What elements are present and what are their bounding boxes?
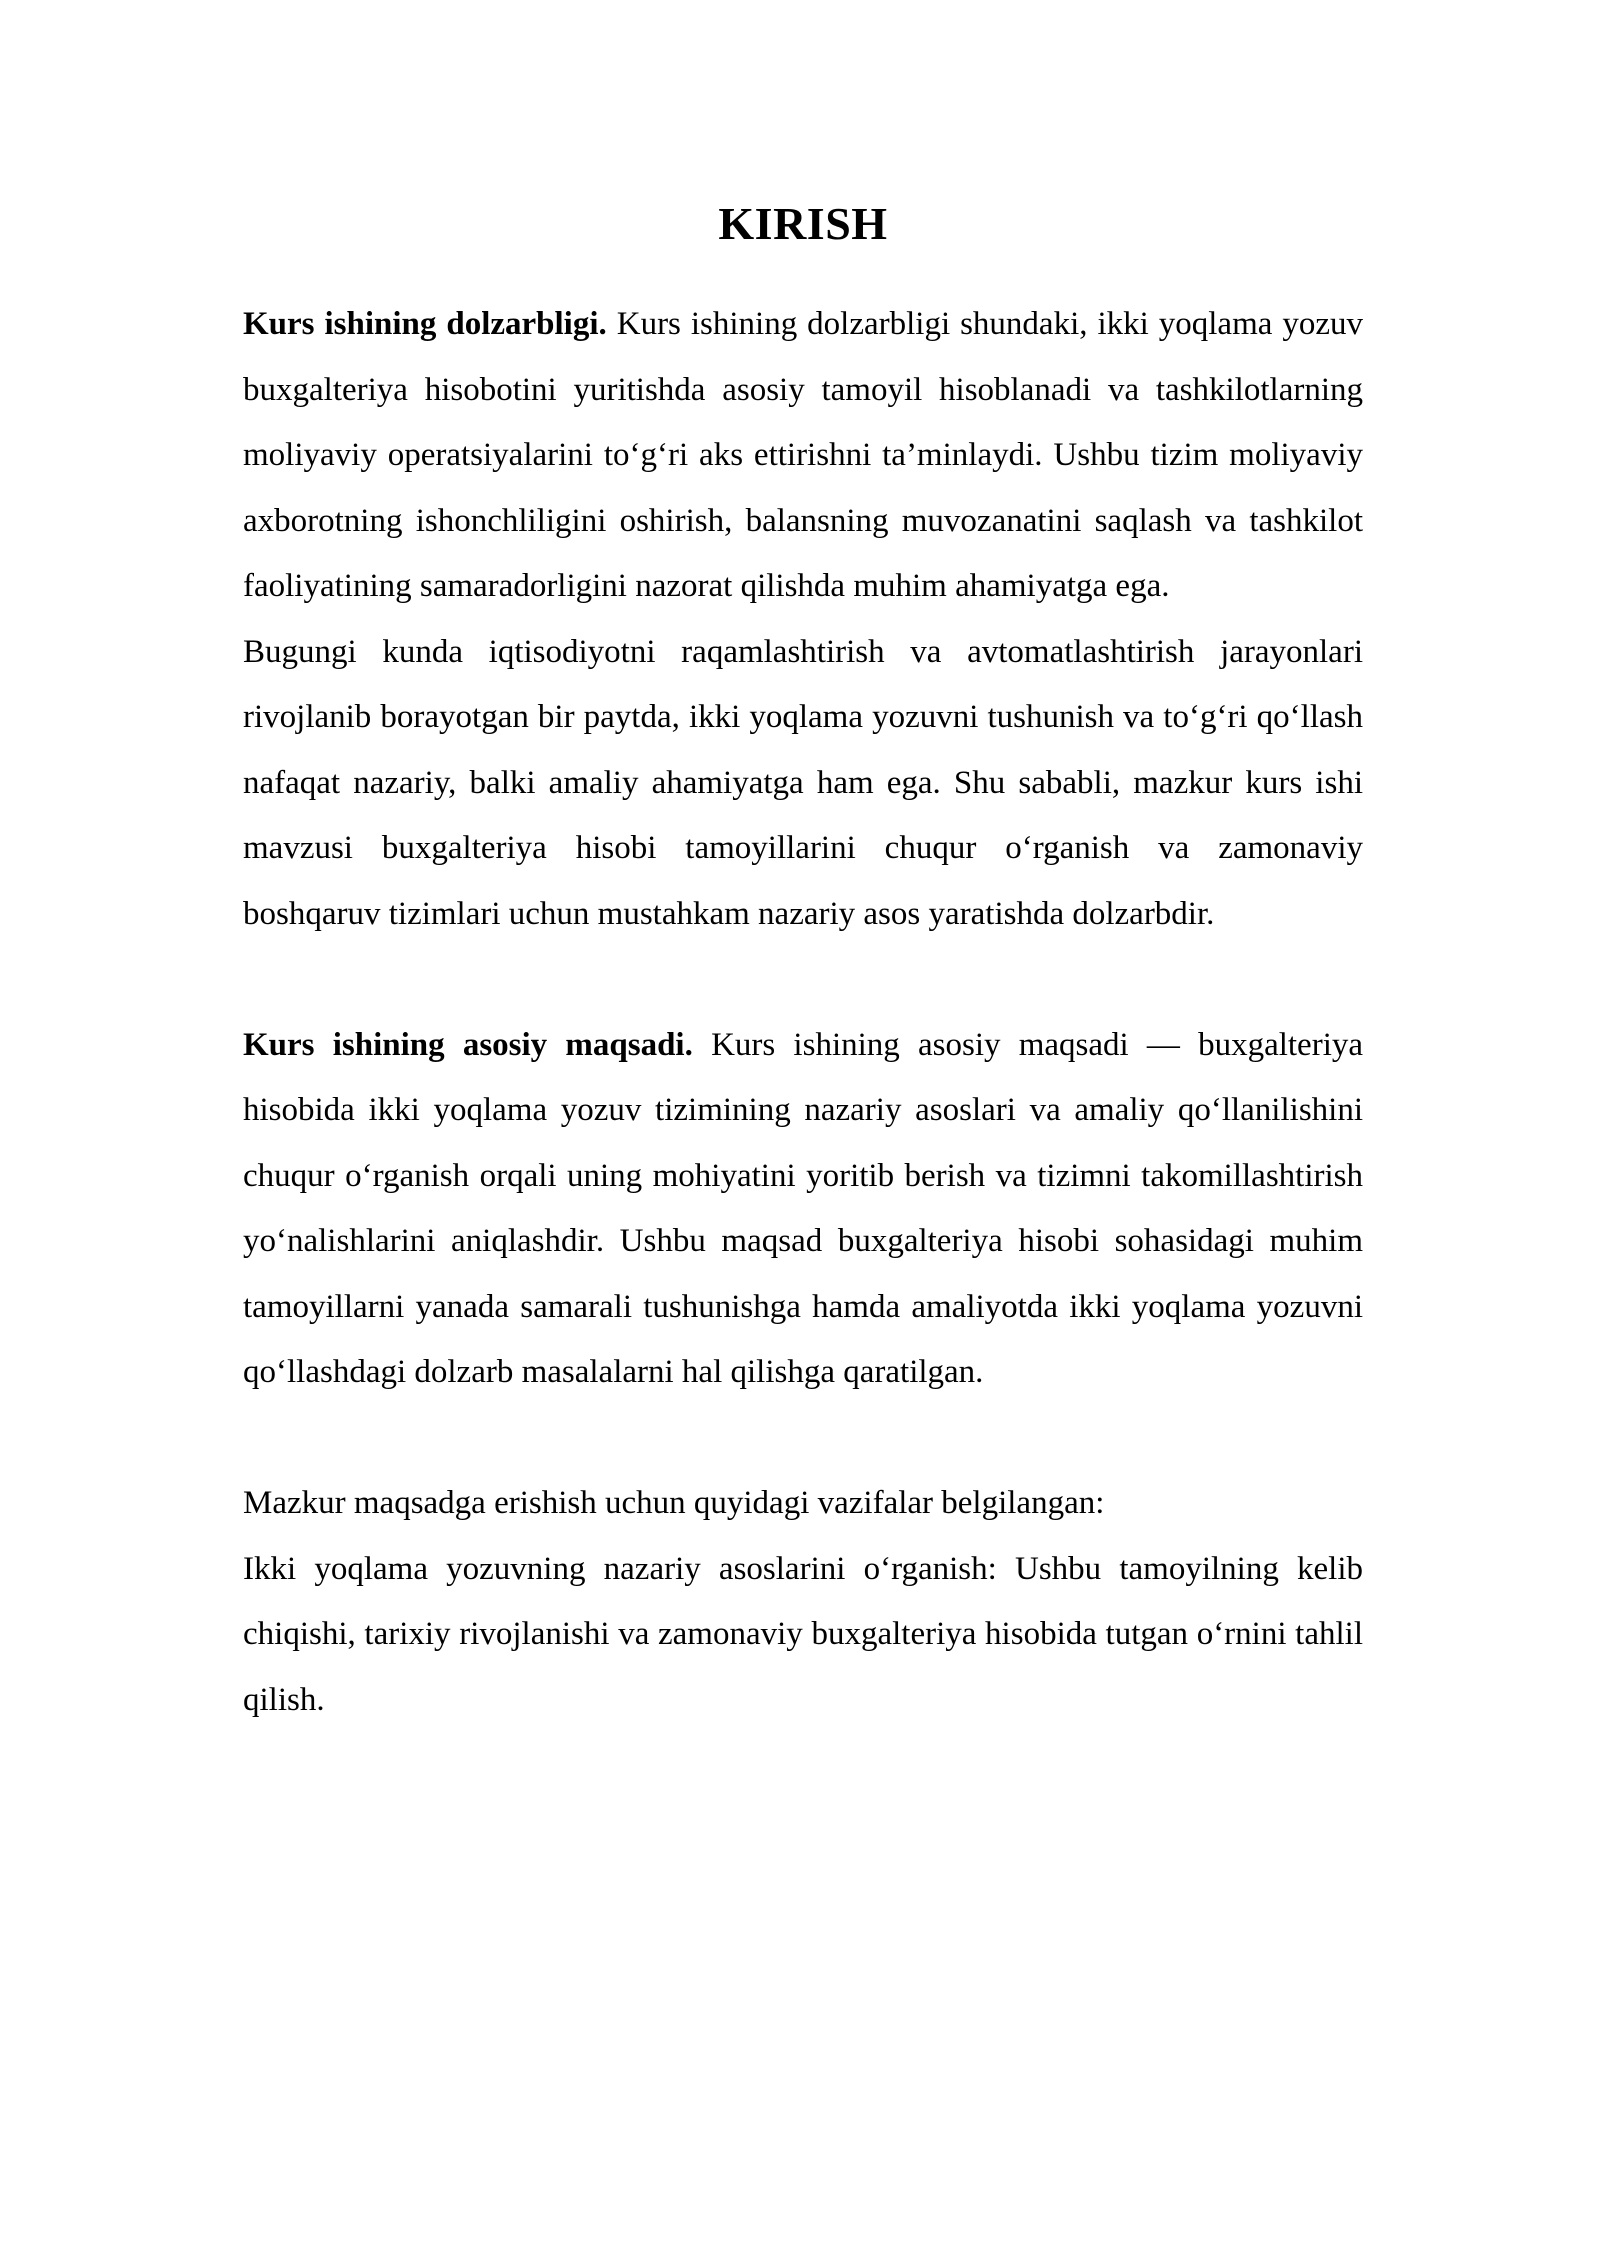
relevance-paragraph-2: Bugungi kunda iqtisodiyotni raqamlashtirish va avtomatlashtirish jarayonlari rivojlanib borayotgan bir paytda, ikki yoqlama yozuvni tushunish va to‘g‘ri qo‘llash nafaqat nazariy, balki amaliy ahamiyatga ham ega. Shu sababli, mazkur kurs ishi mavzusi buxgalteriya hisobi tamoyillarini chuqur o‘rganish va zamonaviy boshqaruv tizimlari uchun mustahkam nazariy asos yaratishda dolzarbdir. <box>243 633 1363 932</box>
page-title: KIRISH <box>718 198 888 249</box>
paragraph-spacer <box>243 1406 1363 1472</box>
goal-heading: Kurs ishining asosiy maqsadi. <box>243 1026 693 1063</box>
document-page <box>243 0 1363 1733</box>
tasks-intro: Mazkur maqsadga erishish uchun quyidagi vazifalar belgilangan: <box>243 1485 1105 1521</box>
document-body <box>243 292 1363 1733</box>
paragraph-spacer <box>243 947 1363 1013</box>
relevance-text: Kurs ishining dolzarbligi shundaki, ikki yoqlama yozuv buxgalteriya hisobotini yuritishda asosiy tamoyil hisoblanadi va tashkilotlarning moliyaviy operatsiyalarini to‘g‘ri aks ettirishni ta’minlaydi. Ushbu tizim moliyaviy axborotning ishonchliligini oshirish, balansning muvozanatini saqlash va tashkilot faoliyatining samaradorligini nazorat qilishda muhim ahamiyatga ega. <box>243 306 1363 604</box>
goal-text: Kurs ishining asosiy maqsadi — buxgalteriya hisobida ikki yoqlama yozuv tizimining nazariy asoslari va amaliy qo‘llanilishini chuqur o‘rganish orqali uning mohiyatini yoritib berish va tizimni takomillashtirish yo‘nalishlarini aniqlashdir. Ushbu maqsad buxgalteriya hisobi sohasidagi muhim tamoyillarni yanada samarali tushunishga hamda amaliyotda ikki yoqlama yozuvni qo‘llashdagi dolzarb masalalarni hal qilishga qaratilgan. <box>243 1026 1364 1390</box>
relevance-heading: Kurs ishining dolzarbligi. <box>243 306 607 342</box>
relevance-paragraph <box>243 292 1363 620</box>
goal-paragraph <box>243 1013 1363 1406</box>
task-item: Ikki yoqlama yozuvning nazariy asoslarini o‘rganish: Ushbu tamoyilning kelib chiqishi, tarixiy rivojlanishi va zamonaviy buxgalteriya hisobida tutgan o‘rnini tahlil qilish. <box>243 1550 1363 1718</box>
